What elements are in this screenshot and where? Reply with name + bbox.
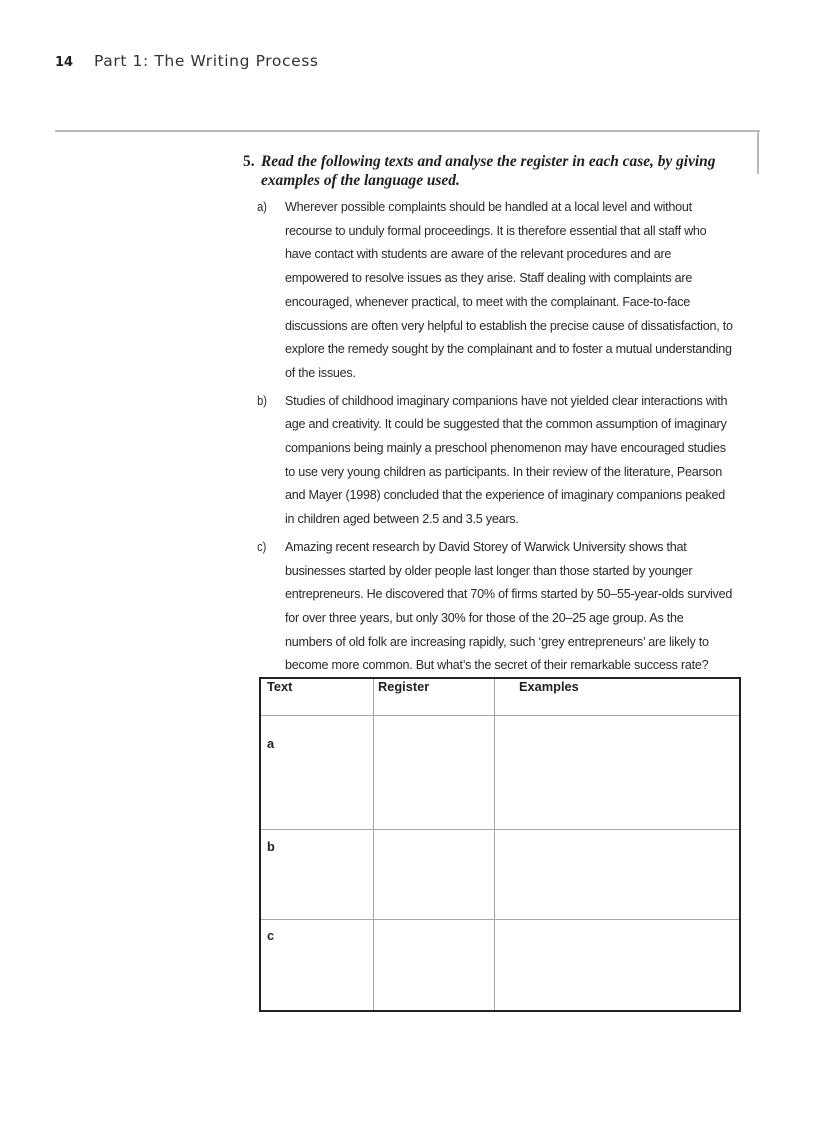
item-text: Amazing recent research by David Storey of Warwick University shows that businesses started by older people last longer than those started by younger entrepreneurs. He discovered that 70% of firms started by 50–55-year-olds survived for over three years, but only 30% for those of the 20–25 age group. As the numbers of old folk are increasing rapidly, such ‘grey entrepreneurs’ are likely to become more common. But what’s the secret of their remarkable success rate? [285,539,733,673]
examples-cell[interactable] [495,920,741,1012]
column-header-examples: Examples [495,678,741,716]
register-cell[interactable] [374,920,495,1012]
table-row [260,716,740,830]
register-table [259,677,741,1012]
item-text: Studies of childhood imaginary companions have not yielded clear interactions with age and creativity. It could be suggested that the common assumption of imaginary companions being mainly a preschool phenomenon may have encouraged studies to use very young children as participants. In their review of the literature, Pearson and Mayer (1998) concluded that the experience of imaginary companions peaked in children aged between 2.5 and 3.5 years. [285,393,728,527]
examples-cell[interactable] [495,716,741,830]
exercise-number: 5. [243,153,255,170]
running-head: Part 1: The Writing Process [94,52,319,70]
column-header-register: Register [374,678,495,716]
exercise-text-a [243,196,733,386]
row-label: b [260,830,374,920]
section-divider [55,130,760,132]
exercise-instruction: Read the following texts and analyse the register in each case, by giving examples of the language used. [261,153,716,189]
section-divider-end [757,130,759,174]
examples-cell[interactable] [495,830,741,920]
exercise-text-b [243,390,733,532]
column-header-text: Text [260,678,374,716]
item-text: Wherever possible complaints should be handled at a local level and without recourse to unduly formal proceedings. It is therefore essential that all staff who have contact with students are aware of the relevant procedures and are empowered to resolve issues as they arise. Staff dealing with complaints are encouraged, whenever practical, to meet with the complainant. Face-to-face discussions are often very helpful to establish the precise cause of dissatisfaction, to explore the remedy sought by the complainant and to foster a mutual understanding of the issues. [285,200,733,380]
item-label: a) [257,200,267,214]
row-label: c [260,920,374,1012]
page-header [55,52,319,70]
exercise-text-c [243,536,733,678]
table-row [260,830,740,920]
exercise-5 [243,152,733,682]
exercise-heading [243,152,733,190]
table-row [260,920,740,1012]
row-label: a [260,716,374,830]
register-cell[interactable] [374,716,495,830]
table-header-row [260,678,740,716]
item-label: c) [257,539,267,554]
item-label: b) [257,393,267,408]
page-number: 14 [55,55,74,70]
register-cell[interactable] [374,830,495,920]
exercise-texts [243,196,733,678]
